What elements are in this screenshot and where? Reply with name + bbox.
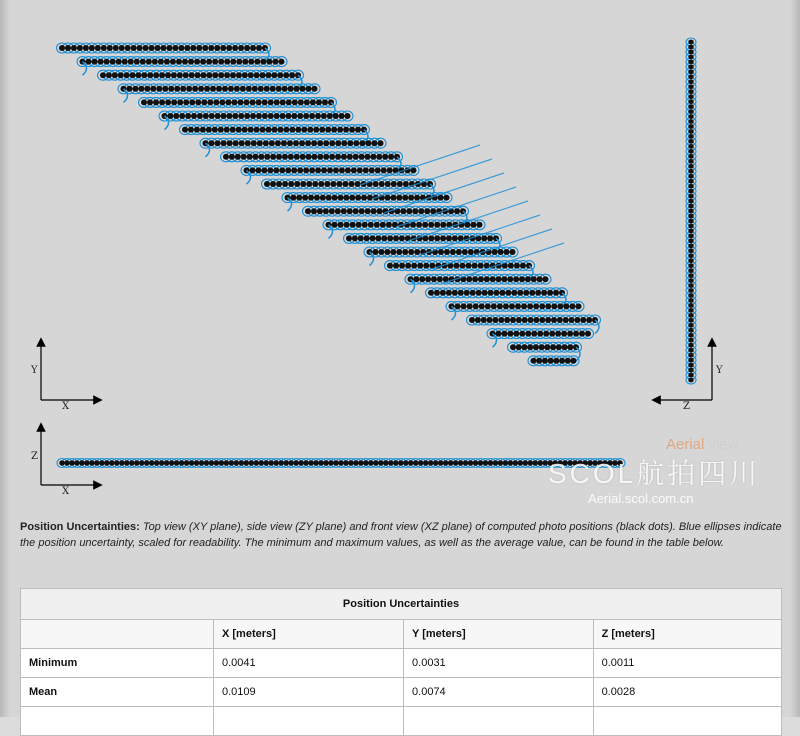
front-view-z-label: Z: [31, 451, 38, 462]
flight-strip: [98, 70, 304, 80]
row-label: Minimum: [21, 649, 214, 678]
table-row-mean: [21, 678, 782, 707]
flight-strip: [221, 152, 403, 162]
cell-cut: [593, 707, 781, 736]
flight-strip: [200, 138, 386, 148]
row-label-cut: [21, 707, 214, 736]
cell-x: 0.0041: [214, 649, 404, 678]
front-view-x-label: X: [62, 486, 70, 497]
cell-z: 0.0028: [593, 678, 781, 707]
watermark-top-suffix: view: [708, 436, 739, 453]
table-header-x: X [meters]: [214, 620, 404, 649]
watermark-top-word: Aerial: [666, 436, 705, 453]
flight-strip: [487, 329, 594, 339]
watermark-logo-text: SCOL航拍四川: [548, 458, 761, 489]
table-header-empty: [21, 620, 214, 649]
flight-strip: [262, 179, 436, 189]
figure-caption: [20, 519, 782, 551]
watermark-url: Aerial.scol.com.cn: [588, 491, 694, 506]
flight-strip: [282, 193, 452, 203]
flight-strip: [385, 261, 535, 271]
flight-strip: [344, 233, 502, 243]
flight-strip: [159, 111, 353, 121]
cell-cut: [214, 707, 404, 736]
cell-x: 0.0109: [214, 678, 404, 707]
front-line: [57, 459, 625, 468]
flight-strip: [528, 356, 579, 366]
top-view-xy-plot: [57, 43, 601, 366]
cell-z: 0.0011: [593, 649, 781, 678]
flight-strip: [57, 43, 271, 53]
caption-title: Position Uncertainties:: [20, 521, 140, 533]
row-label: Mean: [21, 678, 214, 707]
top-view-axes: [30, 342, 98, 412]
cell-y: 0.0031: [404, 649, 594, 678]
front-view-xz-plot: [57, 459, 625, 468]
flight-strip: [508, 342, 582, 352]
side-view-zy-plot: [686, 38, 696, 384]
flight-strip: [139, 97, 337, 107]
table-title: Position Uncertainties: [21, 589, 782, 620]
flight-strip: [180, 125, 370, 135]
top-view-x-label: X: [62, 401, 70, 412]
flight-strip: [426, 288, 568, 298]
top-view-y-label: Y: [31, 365, 38, 376]
flight-strip: [405, 274, 551, 284]
flight-strip: [467, 315, 601, 325]
side-column: [686, 38, 696, 384]
flight-strip: [118, 84, 320, 94]
table-header-y: Y [meters]: [404, 620, 594, 649]
caption-body: Top view (XY plane), side view (ZY plane) and front view (XZ plane) of computed photo positions (black dots). Blue ellipses indicate the position uncertainty, scaled for readability. The minimum and maximum values, as well as the average value, can be found in the table below.: [20, 521, 782, 549]
table-row-partial: [21, 707, 782, 736]
position-uncertainties-table: [20, 588, 782, 736]
cell-cut: [404, 707, 594, 736]
table-header-z: Z [meters]: [593, 620, 781, 649]
cell-y: 0.0074: [404, 678, 594, 707]
flight-strip: [446, 301, 584, 311]
flight-strip: [77, 57, 287, 67]
table-header-row: [21, 620, 782, 649]
side-view-y-label: Y: [716, 365, 723, 376]
side-view-z-label: Z: [683, 401, 690, 412]
table-row-minimum: [21, 649, 782, 678]
